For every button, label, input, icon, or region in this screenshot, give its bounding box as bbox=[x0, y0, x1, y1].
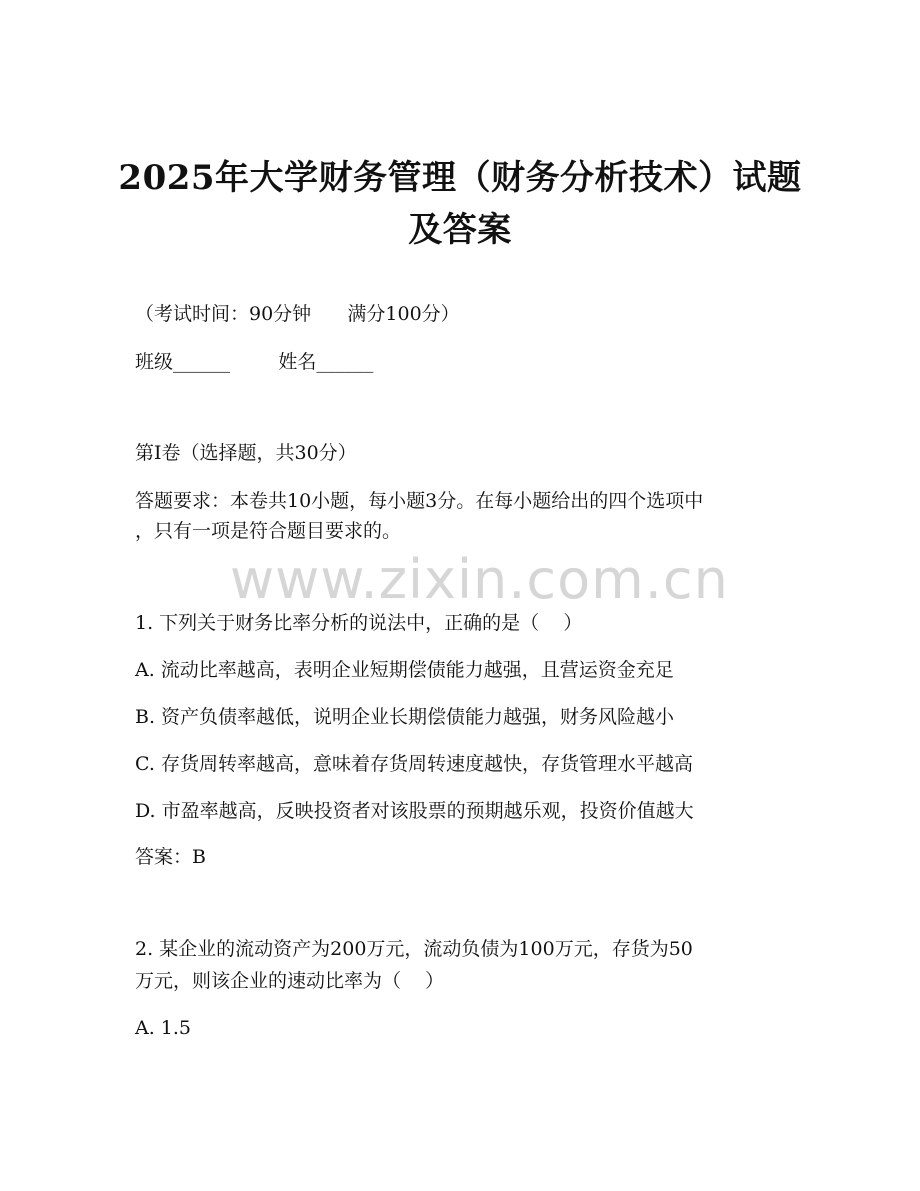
question-2-stem-line-2: 万元，则该企业的速动比率为（ ） bbox=[135, 970, 445, 992]
watermark: www.zixin.com.cn bbox=[230, 548, 729, 611]
question-1-stem: 1. 下列关于财务比率分析的说法中，正确的是（ ） bbox=[135, 612, 583, 634]
question-1-answer: 答案：B bbox=[135, 846, 206, 868]
question-1-option-a: A. 流动比率越高，表明企业短期偿债能力越强，且营运资金充足 bbox=[135, 659, 674, 681]
section-heading: 第I卷（选择题，共30分） bbox=[135, 442, 357, 464]
exam-info: （考试时间：90分钟 满分100分） bbox=[135, 303, 460, 325]
question-1-option-c: C. 存货周转率越高，意味着存货周转速度越快，存货管理水平越高 bbox=[135, 753, 693, 775]
question-1-option-d: D. 市盈率越高，反映投资者对该股票的预期越乐观，投资价值越大 bbox=[135, 800, 694, 822]
question-1-option-b: B. 资产负债率越低，说明企业长期偿债能力越强，财务风险越小 bbox=[135, 706, 675, 728]
document-title-line-2: 及答案 bbox=[408, 210, 512, 250]
document-title-line-1: 2025年大学财务管理（财务分析技术）试题 bbox=[118, 158, 802, 198]
instructions-line-2: ，只有一项是符合题目要求的。 bbox=[135, 520, 402, 542]
question-2-stem-line-1: 2. 某企业的流动资产为200万元，流动负债为100万元，存货为50 bbox=[135, 938, 693, 960]
instructions-line-1: 答题要求：本卷共10小题，每小题3分。在每小题给出的四个选项中 bbox=[135, 490, 704, 512]
class-name-field: 班级______ 姓名______ bbox=[135, 351, 374, 373]
question-2-option-a: A. 1.5 bbox=[135, 1017, 192, 1039]
